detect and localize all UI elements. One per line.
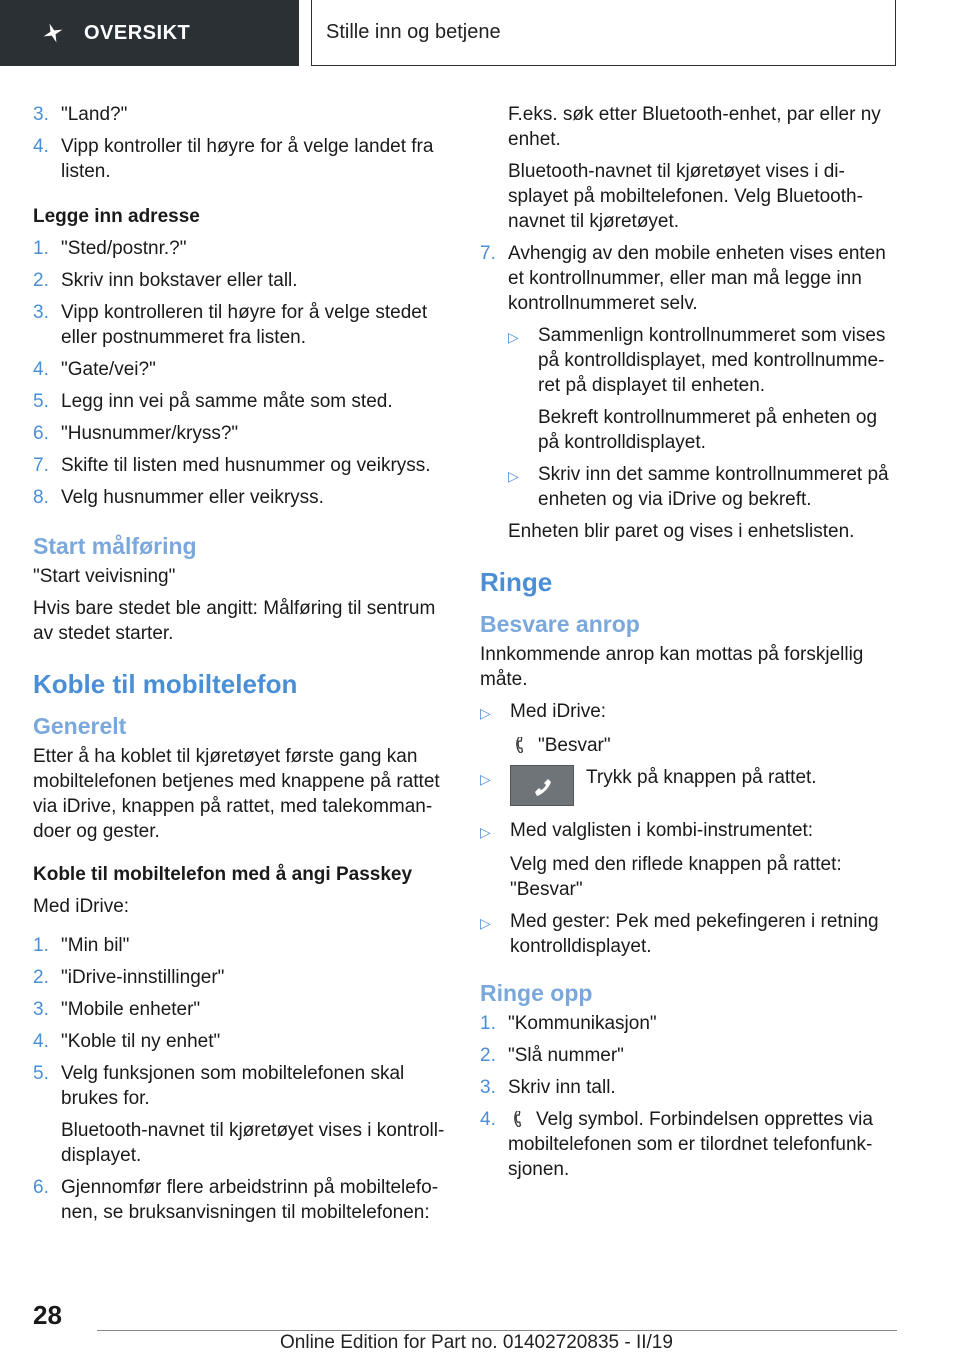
- dial-heading: Ringe opp: [480, 980, 593, 1006]
- phone-icon: [510, 737, 530, 753]
- step-text: Skriv inn tall.: [508, 1077, 616, 1098]
- list-item: [480, 909, 895, 959]
- step-number: 3.: [33, 302, 49, 323]
- passkey-heading: Koble til mobiltelefon med å angi Passkey: [33, 864, 413, 885]
- start-guidance-command: "Start veivisning": [33, 566, 176, 587]
- start-guidance-heading: Start målføring: [33, 533, 197, 559]
- list-item: [480, 323, 895, 398]
- step-text: "Slå nummer": [508, 1045, 624, 1066]
- step-text: "iDrive-innstillinger": [61, 967, 225, 988]
- step-text-content: Velg symbol. Forbindelsen opprettes via mobiltelefonen som er tilordnet telefonfunksjonen.: [508, 1109, 873, 1180]
- tab-overview[interactable]: [0, 0, 299, 66]
- step-number: 4.: [33, 359, 49, 380]
- bullet-continuation: Bekreft kontrollnummeret på enheten og på kontrolldisplayet.: [538, 407, 878, 453]
- step-number: 5.: [33, 391, 49, 412]
- bullet-text: Skriv inn det samme kontrollnummeret på enheten og via iDrive og bekreft.: [538, 464, 889, 510]
- list-item: [33, 357, 453, 382]
- list-item: [480, 1075, 895, 1100]
- list-item: [33, 300, 453, 350]
- step-number: 2.: [33, 967, 49, 988]
- triangle-bullet-icon: ▷: [508, 329, 519, 345]
- step-text: "Koble til ny enhet": [61, 1031, 221, 1052]
- step-text: Velg husnummer eller veikryss.: [61, 487, 324, 508]
- bullet-text: Med valglisten i kombi-instrumentet:: [510, 820, 814, 841]
- answer-text: Innkommende anrop kan mottas på forskjellig måte.: [480, 644, 864, 690]
- step-number: 1.: [33, 238, 49, 259]
- sparkle-icon: [42, 22, 64, 44]
- list-item: [480, 1011, 895, 1036]
- left-column: [33, 102, 453, 1232]
- triangle-bullet-icon: ▷: [480, 915, 491, 931]
- list-item: [480, 241, 895, 316]
- answer-heading: Besvare anrop: [480, 611, 640, 637]
- bullet-continuation: Velg med den riflede knappen på rattet: "Besvar": [510, 854, 842, 900]
- list-item: [33, 1175, 453, 1225]
- start-guidance-text: Hvis bare stedet ble angitt: Målføring til sentrum av stedet starter.: [33, 598, 436, 644]
- list-item: [480, 818, 895, 845]
- list-item: [33, 933, 453, 958]
- step-number: 3.: [33, 104, 49, 125]
- footer-divider: [97, 1330, 897, 1331]
- bullet-text: Sammenlign kontrollnummeret som vises på kontrolldisplayet, med kontrollnummeret på displayet til enheten.: [538, 325, 886, 396]
- list-item: [33, 1061, 453, 1111]
- phone-icon: [531, 776, 555, 798]
- step-text: Skifte til listen med husnummer og veikryss.: [61, 455, 431, 476]
- footer-edition: Online Edition for Part no. 01402720835 - II/19: [280, 1332, 673, 1353]
- list-item: [33, 1029, 453, 1054]
- step-text: Avhengig av den mobile enheten vises enten et kontrollnummer, eller man må legge inn kontrollnummeret selv.: [508, 243, 886, 314]
- step-number: 5.: [33, 1063, 49, 1084]
- step-text: "Min bil": [61, 935, 130, 956]
- page-header: [0, 0, 960, 66]
- step-number: 3.: [480, 1077, 496, 1098]
- list-item: [33, 965, 453, 990]
- step-number: 4.: [480, 1109, 496, 1130]
- bullet-text: Med gester: Pek med pekefingeren i retning kontrolldisplayet.: [510, 911, 879, 957]
- list-item: [33, 453, 453, 478]
- list-item: [33, 102, 453, 127]
- ring-heading: Ringe: [480, 567, 553, 597]
- step-number: 6.: [33, 423, 49, 444]
- list-item: [33, 485, 453, 510]
- list-item: [480, 699, 895, 726]
- list-item: [33, 389, 453, 414]
- step-number: 3.: [33, 999, 49, 1020]
- list-item: [33, 421, 453, 446]
- step-number: 4.: [33, 136, 49, 157]
- step-number: 1.: [480, 1013, 496, 1034]
- step-text: "Mobile enheter": [61, 999, 201, 1020]
- step-continuation: F.eks. søk etter Bluetooth-enhet, par eller ny enhet.: [508, 104, 881, 150]
- besvar-text: "Besvar": [538, 735, 611, 756]
- triangle-bullet-icon: ▷: [480, 824, 491, 840]
- bullet-continuation: [480, 733, 895, 758]
- step-number: 4.: [33, 1031, 49, 1052]
- list-item: [33, 268, 453, 293]
- step-text: Skriv inn bokstaver eller tall.: [61, 270, 298, 291]
- list-item: [33, 997, 453, 1022]
- bullet-text: Trykk på knappen på rattet.: [586, 767, 817, 788]
- step-number: 7.: [480, 243, 496, 264]
- step-text: Gjennomfør flere arbeidstrinn på mobiltelefonen, se bruksanvisningen til mobiltelefonen:: [61, 1177, 439, 1223]
- enter-address-heading: Legge inn adresse: [33, 206, 200, 227]
- steering-wheel-phone-button: [510, 765, 574, 806]
- step-text: Vipp kontrolleren til høyre for å velge stedet eller postnummeret fra listen.: [61, 302, 428, 348]
- step-continuation: Bluetooth-navnet til kjøretøyet vises i displayet på mobiltelefonen. Velg Bluetooth-navnet til kjøretøyet.: [508, 161, 863, 232]
- list-item: [480, 765, 895, 806]
- list-item: [33, 134, 453, 184]
- step-text: "Sted/postnr.?": [61, 238, 187, 259]
- step-number: 1.: [33, 935, 49, 956]
- step-number: 2.: [480, 1045, 496, 1066]
- connect-phone-heading: Koble til mobiltelefon: [33, 669, 298, 699]
- bullet-text: Med iDrive:: [510, 701, 607, 722]
- step-number: 7.: [33, 455, 49, 476]
- list-item: [480, 462, 895, 512]
- step-text: "Kommunikasjon": [508, 1013, 657, 1034]
- list-item: [480, 1043, 895, 1068]
- step-text: "Gate/vei?": [61, 359, 156, 380]
- tab-section-label: Stille inn og betjene: [326, 21, 501, 43]
- step-text: Legg inn vei på samme måte som sted.: [61, 391, 393, 412]
- page-number: 28: [33, 1300, 62, 1330]
- step-number: 2.: [33, 270, 49, 291]
- step-number: 8.: [33, 487, 49, 508]
- triangle-bullet-icon: ▷: [480, 771, 491, 787]
- step-text: Velg funksjonen som mobiltelefonen skal brukes for.: [61, 1063, 405, 1109]
- tab-overview-label: OVERSIKT: [84, 21, 191, 44]
- step-text: "Land?": [61, 104, 128, 125]
- general-heading: Generelt: [33, 713, 127, 739]
- tab-section[interactable]: [311, 0, 896, 66]
- with-idrive-text: Med iDrive:: [33, 896, 130, 917]
- right-column: [480, 102, 895, 1189]
- list-item: [33, 236, 453, 261]
- step-text: [508, 1107, 895, 1182]
- general-text: Etter å ha koblet til kjøretøyet første gang kan mobiltelefonen betjenes med knappene på rattet via iDrive, knappen på rattet, med talekommandoer og gester.: [33, 746, 440, 842]
- triangle-bullet-icon: ▷: [480, 705, 491, 721]
- step-number: 6.: [33, 1177, 49, 1198]
- step-text: Vipp kontroller til høyre for å velge landet fra listen.: [61, 136, 434, 182]
- list-item: [480, 1107, 895, 1182]
- paired-text: Enheten blir paret og vises i enhetslisten.: [508, 521, 855, 542]
- step-text: "Husnummer/kryss?": [61, 423, 239, 444]
- phone-icon: [508, 1111, 528, 1127]
- step-continuation: Bluetooth-navnet til kjøretøyet vises i kontrolldisplayet.: [61, 1120, 445, 1166]
- triangle-bullet-icon: ▷: [508, 468, 519, 484]
